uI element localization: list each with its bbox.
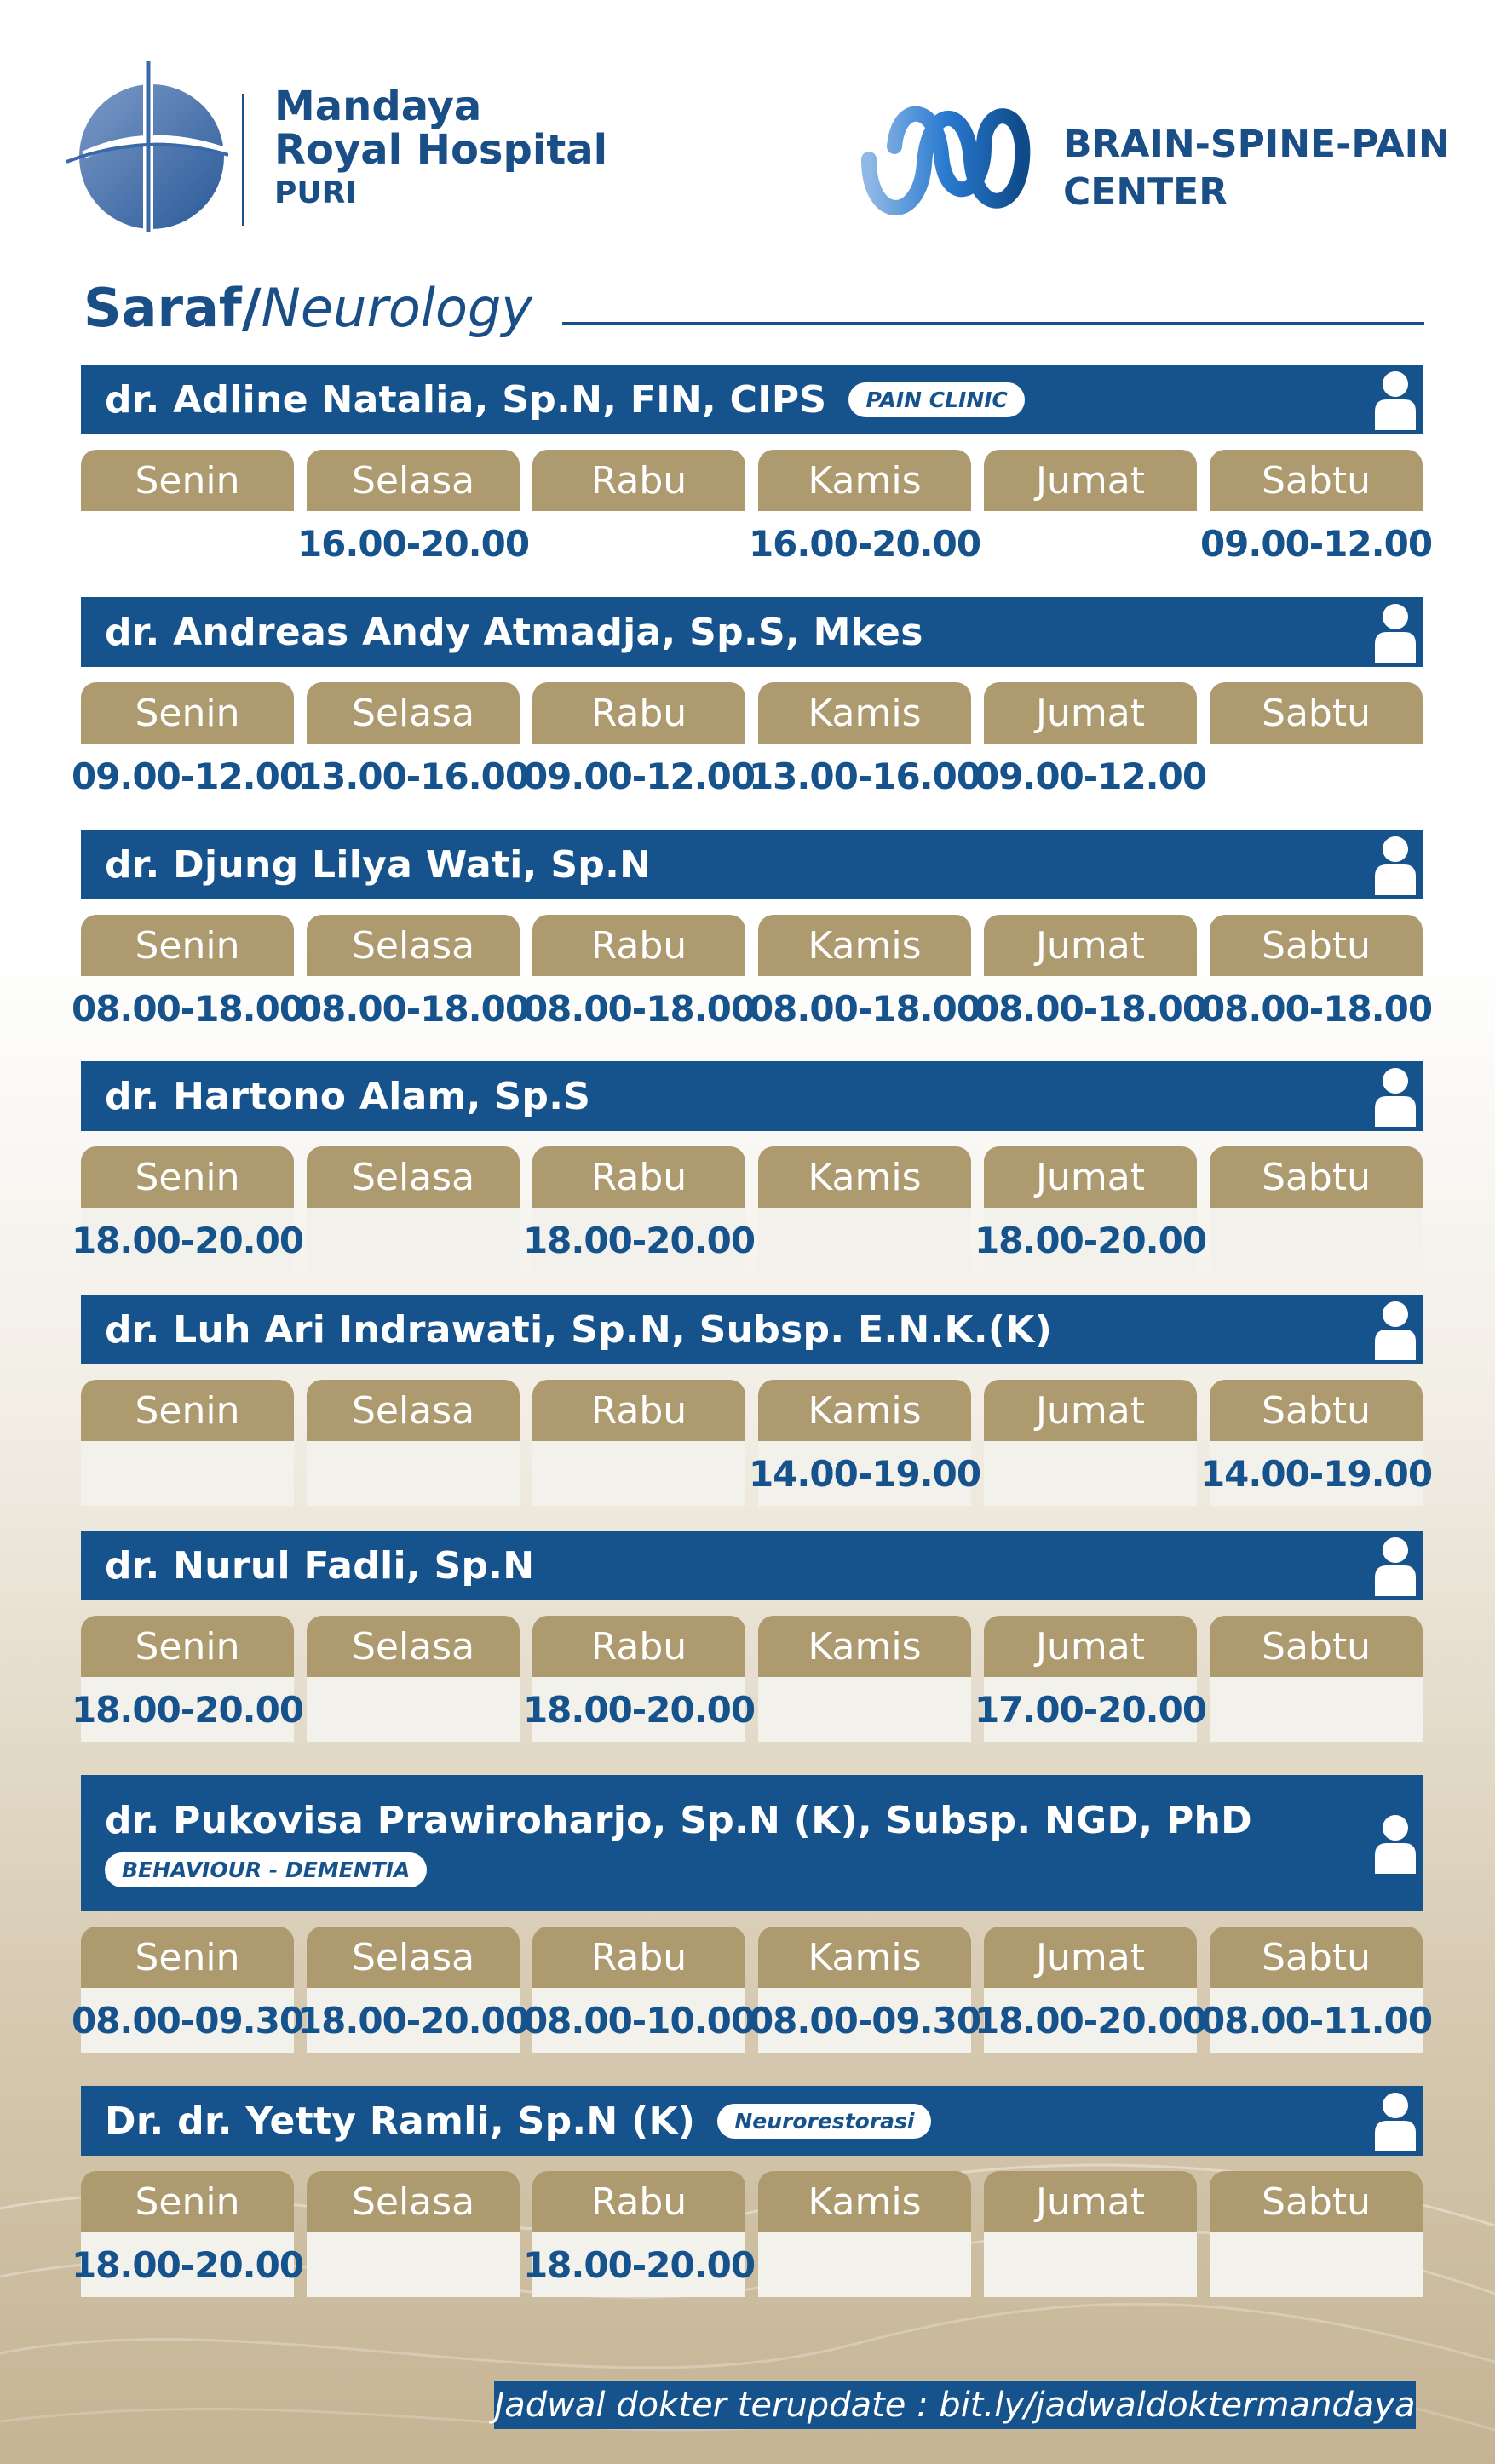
schedule-link-text: Jadwal dokter terupdate : bit.ly/jadwaldoktermandaya	[494, 2386, 1416, 2425]
day-label: Sabtu	[1210, 682, 1423, 744]
time-slot: 18.00-20.00	[81, 1677, 294, 1742]
day-label: Senin	[81, 682, 294, 744]
header-divider	[242, 94, 244, 226]
day-header-row	[81, 1380, 1423, 1441]
hospital-branch: PURI	[274, 175, 357, 210]
day-label: Selasa	[307, 1380, 520, 1441]
time-slot: 13.00-16.00	[748, 755, 981, 797]
day-label: Sabtu	[1210, 1380, 1423, 1441]
time-row	[81, 1441, 1433, 1506]
doctor-schedule	[71, 1531, 1423, 1742]
day-label: Jumat	[984, 450, 1197, 511]
schedule-link-banner[interactable]	[494, 2381, 1416, 2429]
time-slot: 08.00-18.00	[974, 987, 1207, 1030]
time-slot: 09.00-12.00	[974, 755, 1207, 797]
time-slot	[1210, 1677, 1423, 1742]
time-slot	[307, 1208, 520, 1272]
day-label: Kamis	[758, 682, 971, 744]
doctor-bar	[81, 830, 1423, 899]
time-slot	[984, 2232, 1197, 2297]
day-label: Jumat	[984, 1927, 1197, 1988]
day-label: Selasa	[307, 2171, 520, 2232]
day-header-row	[81, 1927, 1423, 1988]
day-label: Rabu	[532, 1927, 745, 1988]
time-row	[71, 2232, 1423, 2297]
day-label: Senin	[81, 1380, 294, 1441]
doctor-name: dr. Andreas Andy Atmadja, Sp.S, Mkes	[105, 610, 923, 654]
doctor-schedule	[71, 830, 1433, 1041]
time-slot: 13.00-16.00	[296, 755, 530, 797]
center-name	[1063, 121, 1450, 216]
day-label: Senin	[81, 915, 294, 976]
time-slot: 09.00-12.00	[1199, 522, 1433, 565]
day-header-row	[81, 682, 1423, 744]
time-row	[71, 976, 1433, 1041]
time-row	[71, 1988, 1433, 2053]
day-label: Senin	[81, 1616, 294, 1677]
time-slot: 18.00-20.00	[81, 2232, 294, 2297]
day-header-row	[81, 1146, 1423, 1208]
time-slot	[984, 511, 1197, 576]
day-label: Rabu	[532, 450, 745, 511]
day-label: Rabu	[532, 682, 745, 744]
day-label: Selasa	[307, 682, 520, 744]
time-slot	[307, 1441, 520, 1506]
time-slot: 08.00-18.00	[748, 987, 981, 1030]
time-slot: 14.00-19.00	[1210, 1441, 1423, 1506]
day-label: Rabu	[532, 915, 745, 976]
doctor-schedule	[71, 1061, 1423, 1272]
time-slot: 09.00-12.00	[71, 755, 304, 797]
day-label: Kamis	[758, 450, 971, 511]
day-label: Rabu	[532, 1146, 745, 1208]
day-label: Kamis	[758, 1927, 971, 1988]
time-slot	[758, 1208, 971, 1272]
section-title-separator: /	[241, 277, 262, 339]
center-name-line2: CENTER	[1063, 169, 1228, 214]
day-label: Sabtu	[1210, 1146, 1423, 1208]
doctor-bar	[81, 1775, 1423, 1911]
hospital-name	[274, 85, 607, 210]
day-label: Jumat	[984, 682, 1197, 744]
doctor-bar	[81, 597, 1423, 667]
section-title-italic: Neurology	[261, 277, 532, 339]
day-label: Jumat	[984, 1380, 1197, 1441]
day-label: Senin	[81, 1146, 294, 1208]
day-label: Selasa	[307, 450, 520, 511]
time-row	[71, 1677, 1423, 1742]
time-slot: 08.00-18.00	[71, 987, 304, 1030]
day-header-row	[81, 450, 1423, 511]
time-slot: 08.00-09.30	[758, 1988, 971, 2053]
day-label: Kamis	[758, 1616, 971, 1677]
day-header-row	[81, 915, 1423, 976]
time-slot: 16.00-20.00	[748, 522, 981, 565]
time-slot	[758, 2232, 971, 2297]
day-label: Jumat	[984, 2171, 1197, 2232]
day-label: Jumat	[984, 915, 1197, 976]
person-icon	[1373, 601, 1417, 663]
hospital-name-line1: Mandaya	[274, 83, 482, 130]
day-label: Kamis	[758, 1146, 971, 1208]
doctor-name: dr. Adline Natalia, Sp.N, FIN, CIPS	[105, 377, 827, 422]
person-icon	[1373, 1065, 1417, 1127]
person-icon	[1373, 369, 1417, 430]
person-icon	[1373, 2090, 1417, 2151]
day-label: Kamis	[758, 1380, 971, 1441]
day-label: Jumat	[984, 1146, 1197, 1208]
day-label: Selasa	[307, 1927, 520, 1988]
doctor-name: dr. Djung Lilya Wati, Sp.N	[105, 842, 652, 887]
doctor-schedule	[81, 1295, 1433, 1506]
hospital-name-line2: Royal Hospital	[274, 125, 608, 174]
time-slot	[758, 1677, 971, 1742]
wave-logo	[856, 95, 1048, 223]
time-slot: 18.00-20.00	[81, 1208, 294, 1272]
doctor-name: dr. Nurul Fadli, Sp.N	[105, 1543, 535, 1588]
time-slot: 08.00-09.30	[81, 1988, 294, 2053]
time-slot	[1210, 744, 1423, 808]
time-slot	[532, 1441, 745, 1506]
day-label: Sabtu	[1210, 2171, 1423, 2232]
doctor-bar	[81, 1295, 1423, 1364]
doctor-name: Dr. dr. Yetty Ramli, Sp.N (K)	[105, 2099, 696, 2143]
doctor-name: dr. Pukovisa Prawiroharjo, Sp.N (K), Subsp. NGD, PhD	[105, 1799, 1252, 1842]
day-header-row	[81, 2171, 1423, 2232]
time-slot: 18.00-20.00	[532, 1677, 745, 1742]
day-label: Selasa	[307, 915, 520, 976]
time-slot	[1210, 2232, 1423, 2297]
doctor-bar	[81, 2086, 1423, 2156]
time-slot	[81, 511, 294, 576]
time-slot: 18.00-20.00	[307, 1988, 520, 2053]
time-slot	[1210, 1208, 1423, 1272]
day-header-row	[81, 1616, 1423, 1677]
time-slot: 14.00-19.00	[758, 1441, 971, 1506]
doctor-name: dr. Luh Ari Indrawati, Sp.N, Subsp. E.N.K.(K)	[105, 1307, 1053, 1352]
person-icon	[1373, 1299, 1417, 1360]
day-label: Senin	[81, 1927, 294, 1988]
doctor-tag: PAIN CLINIC	[848, 382, 1024, 417]
day-label: Sabtu	[1210, 1616, 1423, 1677]
cross-globe-logo	[66, 61, 228, 232]
day-label: Jumat	[984, 1616, 1197, 1677]
time-slot	[532, 511, 745, 576]
day-label: Selasa	[307, 1616, 520, 1677]
day-label: Selasa	[307, 1146, 520, 1208]
time-slot: 08.00-18.00	[1199, 987, 1433, 1030]
time-slot: 08.00-18.00	[296, 987, 530, 1030]
doctor-schedule	[81, 365, 1433, 576]
time-slot: 08.00-11.00	[1210, 1988, 1423, 2053]
time-slot	[984, 1441, 1197, 1506]
time-slot: 18.00-20.00	[984, 1988, 1197, 2053]
time-slot	[307, 1677, 520, 1742]
doctor-tag: Neurorestorasi	[717, 2104, 931, 2139]
time-slot: 08.00-10.00	[532, 1988, 745, 2053]
time-slot: 17.00-20.00	[984, 1677, 1197, 1742]
doctor-schedule	[71, 1775, 1433, 2053]
doctor-bar	[81, 1061, 1423, 1131]
doctor-bar	[81, 365, 1423, 434]
time-slot: 08.00-18.00	[522, 987, 756, 1030]
time-slot	[307, 2232, 520, 2297]
day-label: Kamis	[758, 2171, 971, 2232]
doctor-tag: BEHAVIOUR - DEMENTIA	[105, 1852, 427, 1887]
time-slot: 16.00-20.00	[296, 522, 530, 565]
person-icon	[1373, 1535, 1417, 1596]
doctor-bar	[81, 1531, 1423, 1600]
day-label: Rabu	[532, 1380, 745, 1441]
day-label: Sabtu	[1210, 450, 1423, 511]
day-label: Senin	[81, 450, 294, 511]
person-icon	[1373, 1812, 1417, 1874]
day-label: Rabu	[532, 2171, 745, 2232]
time-slot: 18.00-20.00	[532, 2232, 745, 2297]
person-icon	[1373, 834, 1417, 895]
time-slot: 09.00-12.00	[522, 755, 756, 797]
day-label: Rabu	[532, 1616, 745, 1677]
doctor-schedule	[71, 2086, 1423, 2297]
time-row	[81, 511, 1433, 576]
doctor-name: dr. Hartono Alam, Sp.S	[105, 1074, 591, 1118]
time-slot: 18.00-20.00	[532, 1208, 745, 1272]
section-title-bold: Saraf	[83, 277, 242, 339]
day-label: Kamis	[758, 915, 971, 976]
time-slot	[81, 1441, 294, 1506]
title-rule	[562, 322, 1424, 325]
day-label: Senin	[81, 2171, 294, 2232]
day-label: Sabtu	[1210, 1927, 1423, 1988]
section-title	[83, 277, 532, 339]
time-row	[71, 744, 1423, 808]
center-name-line1: BRAIN-SPINE-PAIN	[1063, 123, 1450, 166]
doctor-schedule	[71, 597, 1423, 808]
time-row	[71, 1208, 1423, 1272]
time-slot: 18.00-20.00	[984, 1208, 1197, 1272]
day-label: Sabtu	[1210, 915, 1423, 976]
